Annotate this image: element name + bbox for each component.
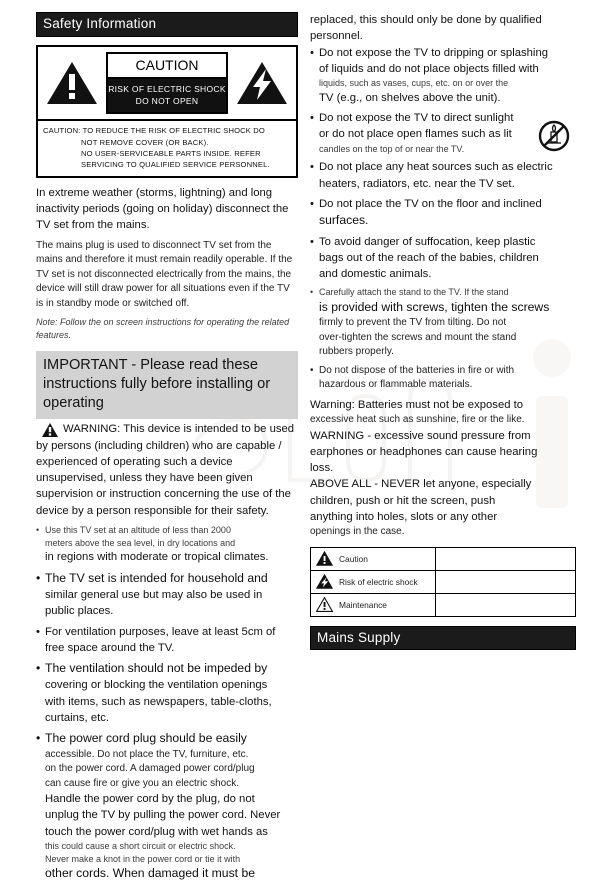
symbol-cell [311,547,436,570]
right-column [310,12,576,650]
right-bullet-0-line-2: liquids, such as vases, cups, etc. on or over the [319,78,509,89]
caution-panel [36,45,298,178]
right-warning-line-0: Warning: Batteries must not be exposed to [310,398,524,411]
list-item-text [319,364,576,393]
left-bullet-3-line-2: with items, such as newspapers, table-cloths, [45,695,272,708]
paragraph-mains-plug: The mains plug is used to disconnect TV set from the mains and therefore it must remain readily operable. If the TV set is not disconnected electrically from the mains, the device will still draw power for all situations even if the TV is in standby mode or switched off. [36,239,293,309]
symbol-label: Caution [339,553,368,564]
right-bullet-4-line-1: bags out of the reach of the babies, children [319,251,539,264]
left-bullet-3-line-1: covering or blocking the ventilation openings [45,679,268,692]
symbol-legend-table [310,547,576,617]
list-item [310,234,576,283]
left-bullet-4-line-0: The power cord plug should be easily [45,731,247,746]
right-bullet-5-line-2: firmly to prevent the TV from tilting. Do not [319,317,507,329]
symbol-description-cell [435,593,575,616]
left-bullet-0-line-2: in regions with moderate or tropical climates. [45,551,269,564]
list-item [310,364,576,393]
bullet-dot-icon: • [310,46,314,59]
right-bullet-5-line-3: over-tighten the screws and mount the stand [319,331,517,343]
paragraph-extreme-weather: In extreme weather (storms, lightning) and long inactivity periods (going on holiday) disconnect the TV set from the mains. [36,186,289,232]
list-item-text [45,730,298,882]
list-item [310,159,576,192]
table-row [311,593,576,616]
right-bullet-3-line-0: Do not place the TV on the floor and inclined [319,197,542,210]
list-item-text [319,45,576,107]
right-warning-line-1: excessive heat such as sunshine, fire or the like. [310,414,525,426]
list-item [36,660,298,726]
bullet-dot-icon: • [36,661,41,676]
list-item-text [319,159,576,192]
right-bullet-6-line-1: hazardous or flammable materials. [319,379,473,391]
bullet-dot-icon: • [36,524,40,535]
list-item-text [45,624,298,657]
left-bullet-0-line-0: Use this TV set at an altitude of less than 2000 [45,524,231,535]
left-column [36,12,298,887]
left-bullet-list [36,524,298,883]
left-bullet-1-line-2: public places. [45,605,114,618]
bullet-dot-icon: • [310,235,314,248]
list-item [36,730,298,882]
caution-footer-line3: NO USER-SERVICEABLE PARTS INSIDE. REFER [81,148,261,158]
right-bullet-3-line-1: surfaces. [319,213,369,228]
caution-footer-line4: SERVICING TO QUALIFIED SERVICE PERSONNEL. [81,160,270,170]
right-warning-line-5: ABOVE ALL - NEVER let anyone, especially [310,478,532,491]
right-warning-text-block [310,397,576,540]
right-warning-line-4: loss. [310,462,334,475]
list-item [310,110,576,155]
caution-subtitle-line2: DO NOT OPEN [135,95,199,106]
list-item-text [45,660,298,726]
exclamation-triangle-icon [42,52,102,115]
left-bullet-4-line-1: accessible. Do not place the TV, furniture, etc. [45,748,249,760]
list-item [310,45,576,107]
right-bullet-0-line-3: TV (e.g., on shelves above the unit). [319,91,501,104]
table-row [311,570,576,593]
outline-exclamation-triangle-icon [316,597,333,612]
left-bullet-2-line-0: For ventilation purposes, leave at least 5cm of [45,625,276,638]
list-item-text [319,196,576,230]
list-item [36,624,298,657]
symbol-cell [311,593,436,616]
table-row [311,547,576,570]
list-item [310,286,576,360]
left-bullet-1-line-0: The TV set is intended for household and [45,570,268,585]
bullet-dot-icon: • [310,197,314,210]
symbol-label: Risk of electric shock [339,576,418,587]
exclamation-triangle-icon [42,423,58,437]
warning-paragraph: WARNING: This device is intended to be used by persons (including children) who are capable / experienced of operating such a device unsupervised, unless they have been given supervision or instruction concerning the use of the device by a person responsible for their safety. [36,423,295,517]
warning-paragraph-block [36,421,298,519]
right-continuation-line-1: personnel. [310,30,363,43]
caution-subtitle-line1: RISK OF ELECTRIC SHOCK [108,83,226,94]
symbol-cell [311,570,436,593]
right-warning-line-8: openings in the case. [310,526,405,538]
symbol-label: Maintenance [339,599,387,610]
section-header-safety-information: Safety Information [36,12,298,37]
right-bullet-2-line-1: heaters, radiators, etc. near the TV set. [319,177,515,190]
list-item-text [319,234,576,283]
right-warning-line-3: earphones or headphones can cause hearing [310,445,538,458]
left-bullet-3-line-3: curtains, etc. [45,711,110,724]
right-bullet-2-line-0: Do not place any heat sources such as electric [319,161,553,174]
list-item-text [45,570,298,620]
list-item-text [319,286,576,360]
exclamation-triangle-icon [316,551,333,566]
right-warning-line-7: anything into holes, slots or any other [310,511,498,523]
caution-subtitle [108,79,226,113]
right-bullet-5-line-4: rubbers properly. [319,346,394,358]
right-bullet-0-line-1: of liquids and do not place objects filled with [319,62,539,75]
left-bullet-4-line-3: can cause fire or give you an electric shock. [45,777,239,789]
right-warning-line-2: WARNING - excessive sound pressure from [310,429,531,442]
lightning-bolt-triangle-icon [232,52,292,115]
left-bullet-3-line-0: The ventilation should not be impeded by [45,661,268,676]
paragraph-note: Note: Follow the on screen instructions for operating the related features. [36,317,290,340]
right-bullet-1-line-1: or do not place open flames such as lit [319,128,512,141]
right-bullet-1-line-0: Do not expose the TV to direct sunlight [319,112,514,125]
left-bullet-2-line-1: free space around the TV. [45,641,175,654]
bullet-dot-icon: • [310,161,314,174]
left-bullet-4-line-2: on the power cord. A damaged power cord/plug [45,763,255,775]
left-bullet-4-line-4: Handle the power cord by the plug, do not [45,793,255,806]
symbol-description-cell [435,547,575,570]
bullet-dot-icon: • [36,570,41,585]
left-bullet-4-line-5: unplug the TV by pulling the power cord. Never [45,809,281,822]
bullet-dot-icon: • [310,112,314,125]
right-bullet-1-line-2: candles on the top of or near the TV. [319,143,465,154]
right-bullet-4-line-0: To avoid danger of suffocation, keep plastic [319,235,536,248]
right-bullet-4-line-2: and domestic animals. [319,268,432,281]
list-item [310,196,576,230]
left-bullet-4-line-6: touch the power cord/plug with wet hands as [45,825,268,838]
list-item [36,524,298,566]
caution-title: CAUTION [108,54,226,79]
right-bullet-list [310,45,576,393]
bullet-dot-icon: • [36,625,40,638]
left-bullet-1-line-1: similar general use but may also be used in [45,589,263,601]
right-bullet-6-line-0: Do not dispose of the batteries in fire or with [319,364,515,376]
no-open-flame-icon [538,120,570,152]
right-bullet-5-line-0: Carefully attach the stand to the TV. If the stand [319,287,509,298]
caution-footer-text [38,119,296,176]
bullet-dot-icon: • [310,364,314,376]
right-continuation-text [310,12,576,45]
bullet-dot-icon: • [36,731,41,746]
left-bullet-4-line-8: Never make a knot in the power cord or tie it with [45,853,241,864]
important-notice-box: IMPORTANT - Please read these instructions fully before installing or operating [36,351,298,420]
bullet-dot-icon: • [310,287,314,298]
symbol-description-cell [435,570,575,593]
caution-footer-line1: CAUTION: TO REDUCE THE RISK OF ELECTRIC SHOCK DO [43,126,265,136]
lightning-bolt-triangle-icon [316,574,333,589]
list-item [36,570,298,620]
right-continuation-line-0: replaced, this should only be done by qualified [310,14,542,26]
right-warning-line-6: children, push or hit the screen, push [310,494,496,507]
left-bullet-0-line-1: meters above the sea level, in dry locations and [45,537,236,548]
section-header-mains-supply: Mains Supply [310,626,576,651]
caution-footer-line2: NOT REMOVE COVER (OR BACK). [81,137,209,147]
right-bullet-5-line-1: is provided with screws, tighten the screws [319,300,550,315]
right-bullet-0-line-0: Do not expose the TV to dripping or splashing [319,46,549,59]
left-bullet-4-line-7: this could cause a short circuit or electric shock. [45,840,236,851]
list-item-text [45,524,298,566]
left-bullet-4-line-9: other cords. When damaged it must be [45,866,256,881]
